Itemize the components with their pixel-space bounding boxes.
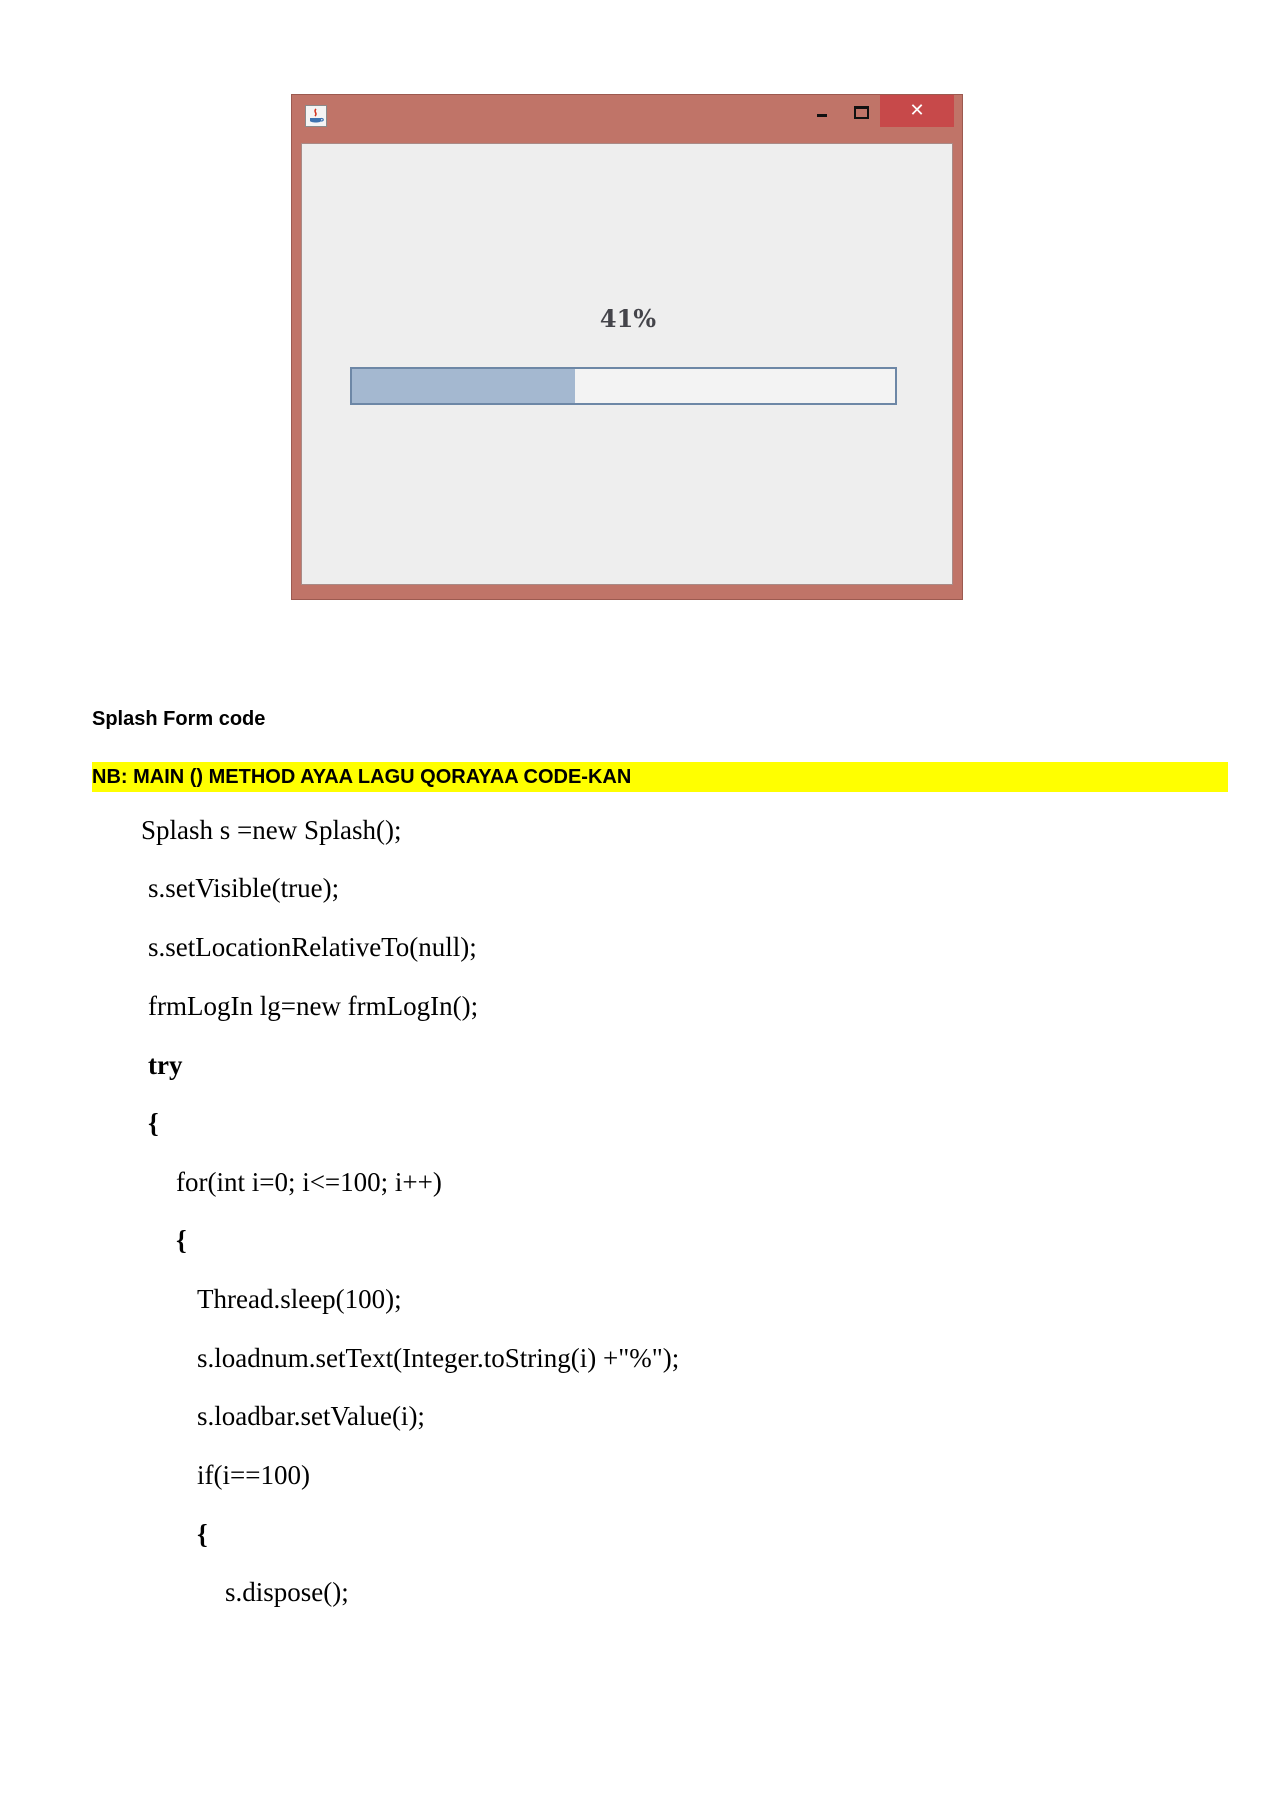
code-line: try (148, 1050, 183, 1080)
code-line: { (197, 1519, 208, 1549)
splash-client-area (301, 143, 953, 585)
code-line: s.dispose(); (225, 1577, 349, 1607)
code-line: s.loadnum.setText(Integer.toString(i) +"%"); (197, 1343, 680, 1373)
load-percent-label: 41% (599, 304, 657, 333)
highlighted-note: NB: MAIN () METHOD AYAA LAGU QORAYAA CODE-KAN (92, 762, 1228, 792)
code-line: { (148, 1108, 159, 1138)
code-line: frmLogIn lg=new frmLogIn(); (148, 991, 479, 1021)
close-button[interactable]: ✕ (880, 95, 954, 127)
code-line: s.setLocationRelativeTo(null); (148, 932, 477, 962)
code-line: if(i==100) (197, 1460, 310, 1490)
code-line: Splash s =new Splash(); (141, 815, 402, 845)
load-progress-fill (352, 369, 575, 403)
code-line: for(int i=0; i<=100; i++) (176, 1167, 442, 1197)
load-progress-bar (350, 367, 897, 405)
code-line: { (176, 1225, 187, 1255)
code-line: s.setVisible(true); (148, 873, 340, 903)
code-line: Thread.sleep(100); (197, 1284, 402, 1314)
java-app-icon (305, 105, 327, 127)
maximize-button[interactable] (846, 99, 876, 127)
section-heading: Splash Form code (92, 708, 266, 730)
minimize-button[interactable] (807, 99, 837, 127)
splash-window-screenshot (291, 94, 963, 600)
code-line: s.loadbar.setValue(i); (197, 1401, 425, 1431)
